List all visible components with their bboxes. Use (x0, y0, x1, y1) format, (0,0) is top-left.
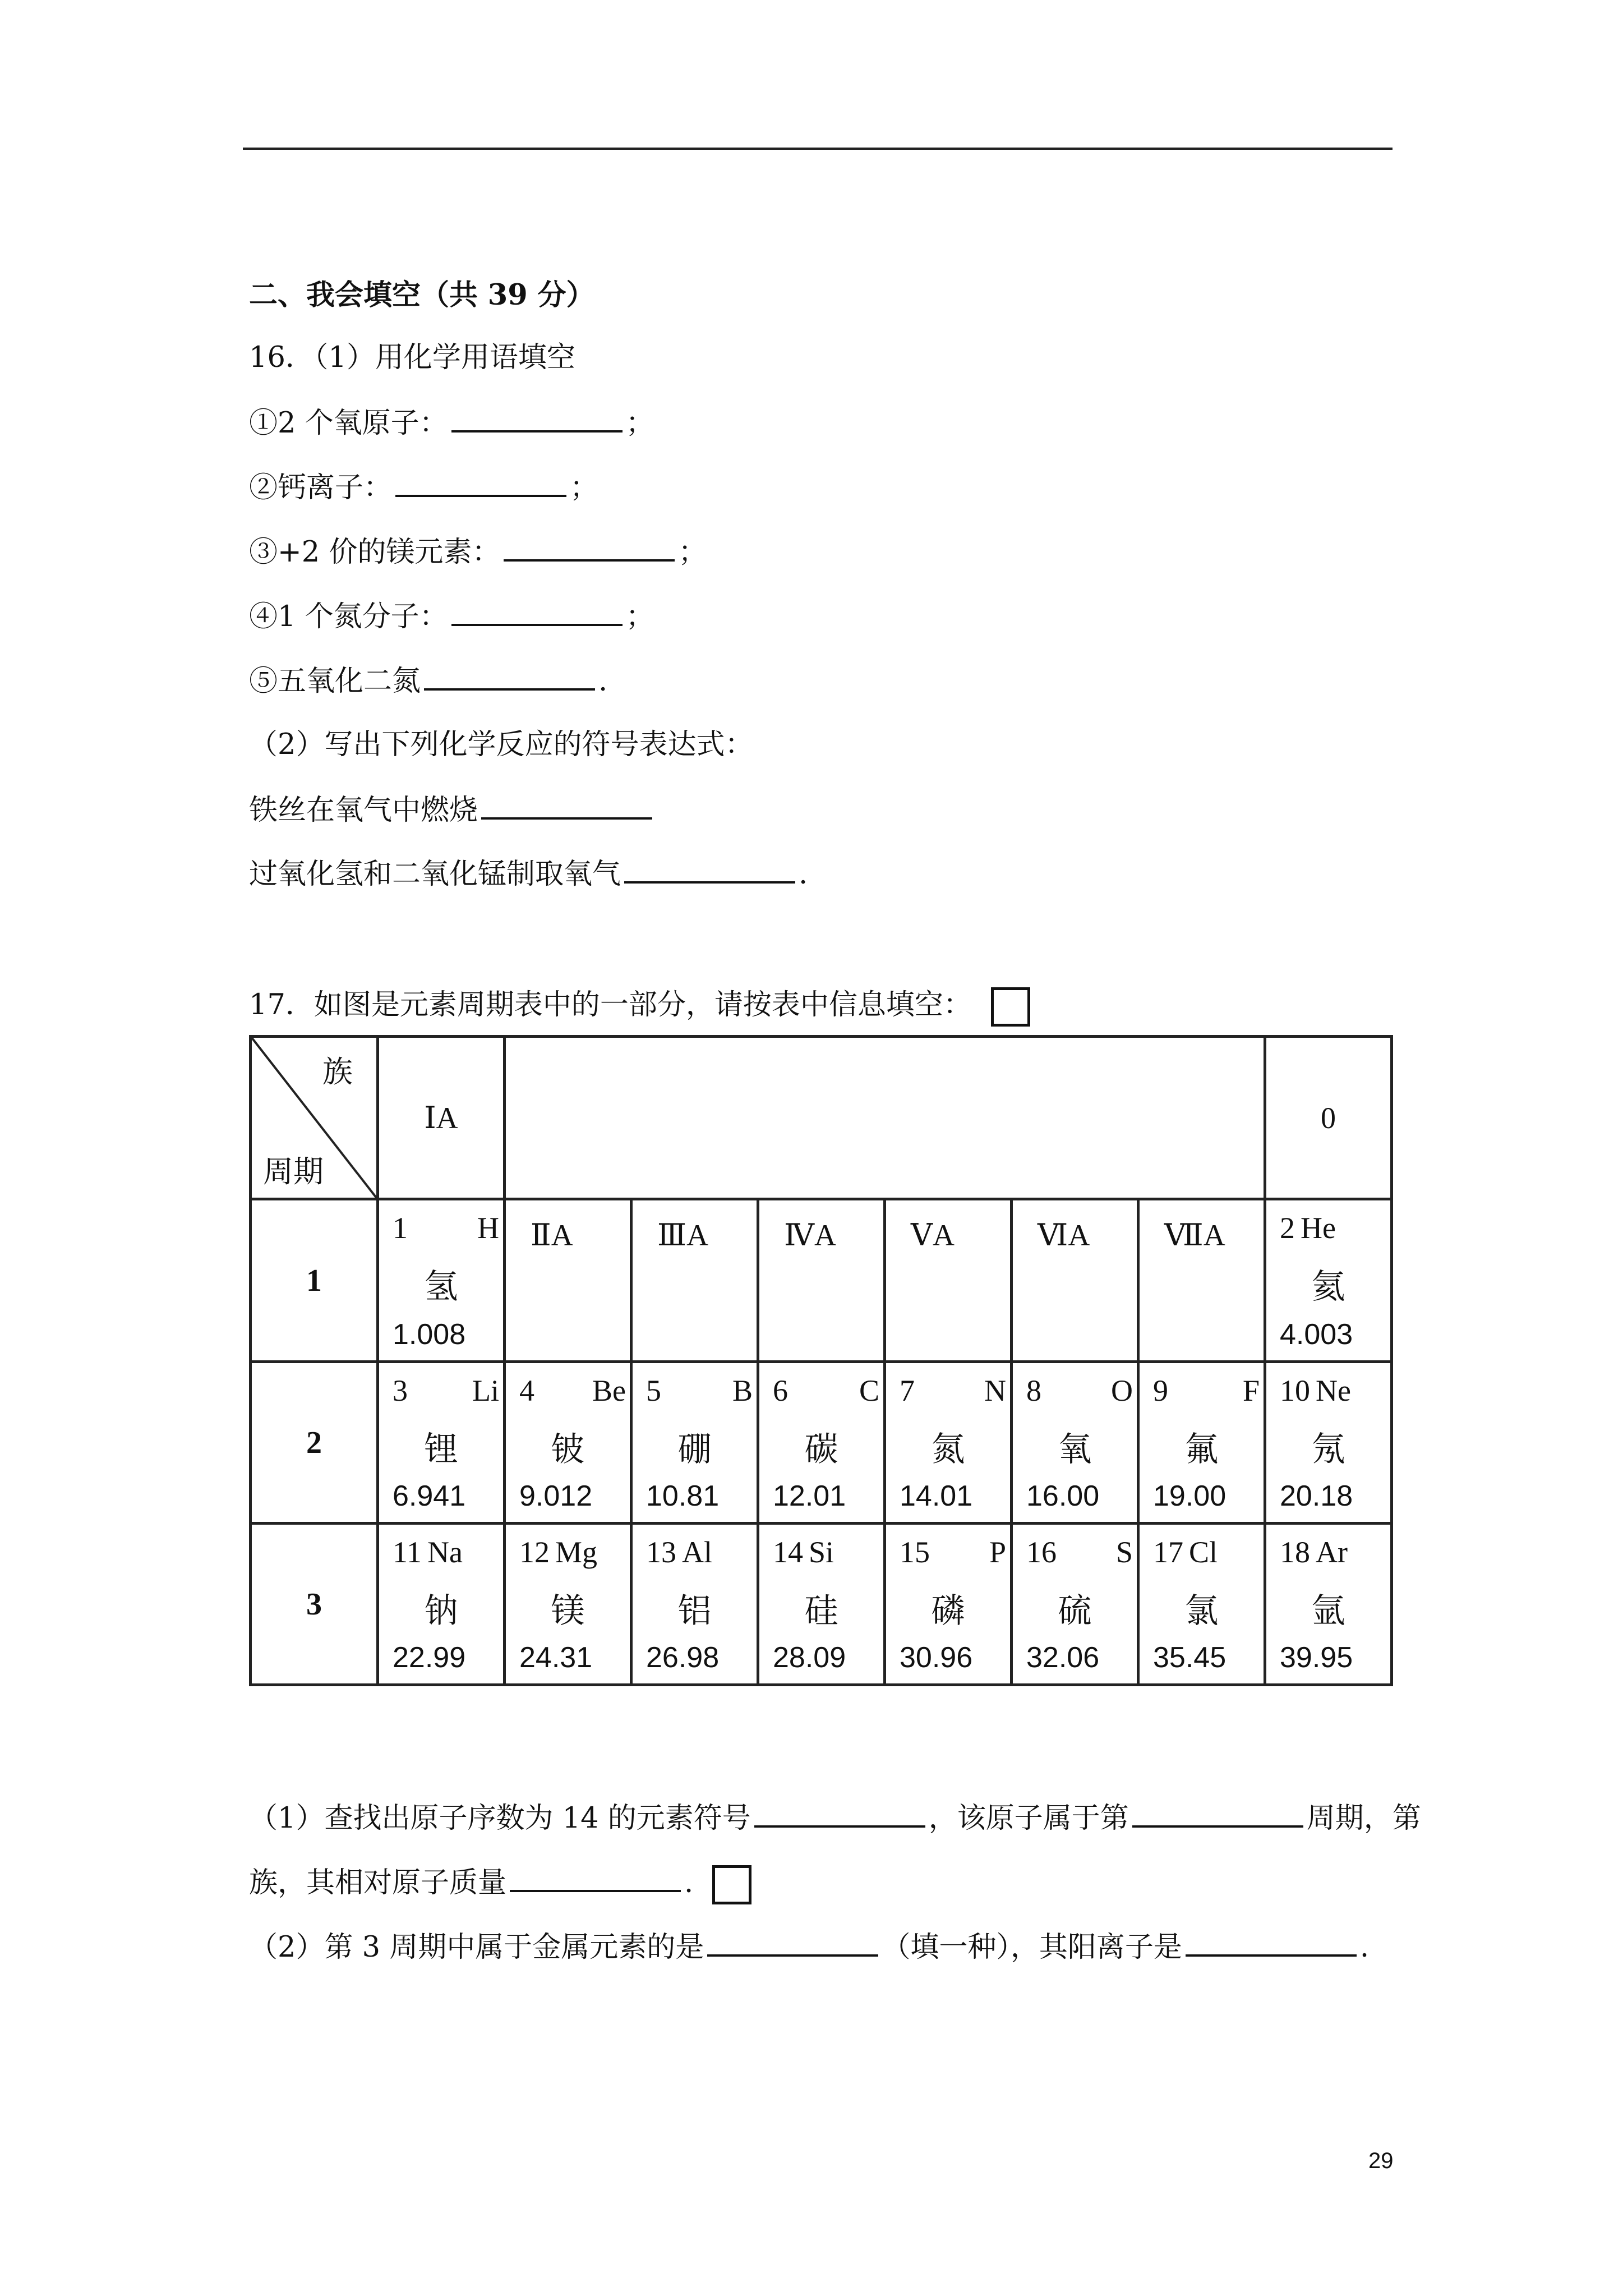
answer-blank[interactable] (424, 664, 595, 691)
q16-item-2-punct: ； (570, 471, 599, 504)
q17-sub1-punct: . (684, 1866, 694, 1899)
element-cell (1012, 1362, 1138, 1524)
atomic-mass: 28.09 (773, 1641, 846, 1674)
element-cell (1138, 1524, 1265, 1685)
atomic-mass: 9.012 (519, 1480, 593, 1512)
q16-item-4 (249, 599, 654, 634)
section-title: 二、我会填空（共 39 分） (249, 278, 595, 312)
q16-item-1 (249, 406, 654, 440)
answer-blank[interactable] (754, 1801, 925, 1828)
element-cell (631, 1524, 758, 1685)
group-name: ⅣA (784, 1218, 836, 1252)
period-axis-label: 周期 (263, 1155, 324, 1189)
period-row-1 (251, 1199, 1392, 1362)
answer-blank[interactable] (451, 599, 623, 626)
group-header-7a (1138, 1199, 1265, 1362)
atomic-number: 18 (1280, 1535, 1310, 1569)
q16-item-2 (249, 470, 598, 505)
q17-sub1-prompt: （1）查找出原子序数为 14 的元素符号 (249, 1802, 751, 1835)
corner-cell (251, 1037, 378, 1199)
q17-heading-text: 17．如图是元素周期表中的一部分，请按表中信息填空： (249, 988, 972, 1022)
element-symbol: F (1242, 1374, 1260, 1407)
atomic-mass: 16.00 (1026, 1480, 1100, 1512)
header-spacer (505, 1037, 1265, 1199)
element-cell (885, 1524, 1012, 1685)
q17-sub1-line2 (249, 1865, 751, 1904)
page-number: 29 (1368, 2148, 1394, 2173)
answer-blank[interactable] (624, 857, 795, 884)
atomic-number: 16 (1026, 1535, 1057, 1569)
element-symbol: P (989, 1535, 1006, 1569)
atomic-mass: 22.99 (393, 1641, 466, 1674)
element-name: 铝 (677, 1593, 712, 1630)
atomic-mass: 14.01 (900, 1480, 973, 1512)
group-name: ⅦA (1164, 1218, 1225, 1252)
q17-sub1-prompt-d: 族，其相对原子质量 (249, 1866, 507, 1899)
atomic-number: 4 (519, 1374, 534, 1407)
atomic-mass: 30.96 (900, 1641, 973, 1674)
group-header-2a (505, 1199, 631, 1362)
element-cell-he (1265, 1199, 1392, 1362)
element-symbol: Na (427, 1535, 463, 1569)
group-name: ⅡA (531, 1218, 573, 1252)
element-cell (1012, 1524, 1138, 1685)
q17-heading (249, 987, 1030, 1027)
element-cell (631, 1362, 758, 1524)
element-name: 氦 (1311, 1268, 1345, 1305)
element-name: 锂 (424, 1431, 458, 1468)
q17-sub2-prompt: （2）第 3 周期中属于金属元素的是 (249, 1931, 704, 1964)
atomic-mass: 39.95 (1280, 1641, 1353, 1674)
q16-item-5-punct: . (598, 665, 608, 698)
atomic-number: 5 (646, 1374, 661, 1407)
element-name: 氢 (424, 1268, 458, 1305)
period-label: 3 (251, 1524, 378, 1685)
atomic-mass: 26.98 (646, 1641, 720, 1674)
atomic-number: 1 (393, 1211, 408, 1245)
q16-item-2-prompt: ②钙离子： (249, 471, 393, 504)
element-name: 氖 (1311, 1431, 1345, 1468)
atomic-number: 3 (393, 1374, 408, 1407)
atomic-number: 15 (900, 1535, 930, 1569)
element-name: 氟 (1184, 1431, 1219, 1468)
element-name: 氯 (1184, 1593, 1219, 1630)
atomic-number: 17 (1153, 1535, 1183, 1569)
element-name: 铍 (551, 1431, 585, 1468)
answer-blank[interactable] (481, 793, 652, 820)
element-name: 磷 (931, 1593, 965, 1630)
q16-reaction-2 (249, 857, 808, 891)
atomic-number: 9 (1153, 1374, 1168, 1407)
element-cell (1265, 1524, 1392, 1685)
group-header-0: 0 (1265, 1037, 1392, 1199)
q16-item-3-punct: ； (678, 536, 707, 569)
q16-item-1-punct: ； (625, 407, 654, 440)
element-cell-h (378, 1199, 505, 1362)
element-cell (378, 1524, 505, 1685)
element-name: 氧 (1058, 1431, 1092, 1468)
group-name: ⅢA (657, 1218, 709, 1252)
element-name: 硫 (1058, 1593, 1092, 1630)
q16-part2-heading: （2）写出下列化学反应的符号表达式： (249, 728, 754, 761)
q16-reaction-1-prompt: 铁丝在氧气中燃烧 (249, 794, 478, 827)
periodic-table (249, 1035, 1393, 1686)
q16-reaction-2-punct: . (799, 858, 808, 891)
group-name: ⅥA (1038, 1218, 1090, 1252)
atomic-mass: 19.00 (1153, 1480, 1227, 1512)
group-header-6a (1012, 1199, 1138, 1362)
element-symbol: Be (592, 1374, 626, 1407)
q16-item-1-prompt: ①2 个氧原子： (249, 407, 448, 440)
atomic-mass: 35.45 (1153, 1641, 1227, 1674)
element-cell (1265, 1362, 1392, 1524)
q16-item-3 (249, 535, 707, 569)
header-rule (243, 148, 1393, 150)
group-header-3a (631, 1199, 758, 1362)
element-cell (885, 1362, 1012, 1524)
atomic-mass: 20.18 (1280, 1480, 1353, 1512)
element-symbol: O (1111, 1374, 1133, 1407)
element-name: 硼 (677, 1431, 712, 1468)
answer-blank[interactable] (395, 470, 566, 497)
table-header-row (251, 1037, 1392, 1199)
q16-reaction-1 (249, 793, 656, 827)
element-cell (758, 1524, 885, 1685)
atomic-number: 11 (393, 1535, 422, 1569)
atomic-mass: 10.81 (646, 1480, 720, 1512)
element-name: 镁 (551, 1593, 585, 1630)
q17-sub2-punct: . (1359, 1931, 1370, 1964)
element-name: 碳 (804, 1431, 838, 1468)
element-symbol: Si (809, 1535, 834, 1569)
atomic-number: 6 (773, 1374, 788, 1407)
element-symbol: Al (682, 1535, 712, 1569)
element-cell (505, 1524, 631, 1685)
q16-item-4-prompt: ④1 个氮分子： (249, 600, 448, 633)
atomic-mass: 6.941 (393, 1480, 466, 1512)
element-cell (378, 1362, 505, 1524)
atomic-mass: 12.01 (773, 1480, 846, 1512)
element-symbol: B (732, 1374, 753, 1407)
answer-blank[interactable] (451, 406, 623, 432)
answer-blank[interactable] (510, 1865, 681, 1892)
q17-sub2 (249, 1930, 1369, 1964)
element-symbol: H (477, 1211, 499, 1245)
period-label: 1 (251, 1199, 378, 1362)
atomic-mass: 1.008 (393, 1318, 466, 1351)
group-name: ⅤA (911, 1218, 955, 1252)
answer-blank[interactable] (707, 1930, 878, 1957)
q17-sub1-prompt-c: 周期，第 (1306, 1802, 1421, 1835)
atomic-mass: 4.003 (1280, 1318, 1353, 1351)
element-name: 氮 (931, 1431, 965, 1468)
element-symbol: S (1115, 1535, 1133, 1569)
q16-reaction-2-prompt: 过氧化氢和二氧化锰制取氧气 (249, 858, 621, 891)
element-name: 硅 (804, 1593, 838, 1630)
q16-item-3-prompt: ③+2 价的镁元素： (249, 536, 501, 569)
group-header-4a (758, 1199, 885, 1362)
answer-box[interactable] (712, 1865, 751, 1904)
element-cell (505, 1362, 631, 1524)
atomic-number: 13 (646, 1535, 676, 1569)
atomic-number: 7 (900, 1374, 915, 1407)
atomic-number: 8 (1026, 1374, 1041, 1407)
element-symbol: C (859, 1374, 879, 1407)
group-header-5a (885, 1199, 1012, 1362)
q17-sub1-line1 (249, 1801, 1421, 1835)
q17-sub2-prompt-b: （填一种），其阳离子是 (882, 1931, 1182, 1964)
atomic-mass: 24.31 (519, 1641, 593, 1674)
element-symbol: Ar (1316, 1535, 1348, 1569)
element-cell (758, 1362, 885, 1524)
period-row-3 (251, 1524, 1392, 1685)
atomic-number: 12 (519, 1535, 550, 1569)
answer-box[interactable] (991, 987, 1030, 1027)
q16-item-5-prompt: ⑤五氧化二氮 (249, 665, 421, 698)
element-symbol: Cl (1189, 1535, 1218, 1569)
element-symbol: Ne (1316, 1374, 1351, 1407)
element-symbol: Mg (555, 1535, 598, 1569)
group-axis-label: 族 (322, 1055, 353, 1089)
q16-heading: 16．（1）用化学用语填空 (249, 341, 575, 374)
atomic-mass: 32.06 (1026, 1641, 1100, 1674)
element-symbol: Li (472, 1374, 499, 1407)
element-cell (1138, 1362, 1265, 1524)
group-header-1a: ⅠA (378, 1037, 505, 1199)
element-symbol: He (1301, 1211, 1336, 1245)
answer-blank[interactable] (504, 535, 675, 562)
answer-blank[interactable] (1132, 1801, 1303, 1828)
atomic-number: 14 (773, 1535, 803, 1569)
element-symbol: N (984, 1374, 1006, 1407)
answer-blank[interactable] (1186, 1930, 1357, 1957)
atomic-number: 10 (1280, 1374, 1310, 1407)
element-name: 钠 (424, 1593, 458, 1630)
q16-item-4-punct: ； (625, 600, 654, 633)
element-name: 氩 (1311, 1593, 1345, 1630)
period-label: 2 (251, 1362, 378, 1524)
period-row-2 (251, 1362, 1392, 1524)
atomic-number: 2 (1280, 1211, 1295, 1245)
q17-sub1-prompt-b: ，该原子属于第 (928, 1802, 1129, 1835)
q16-item-5 (249, 664, 607, 698)
